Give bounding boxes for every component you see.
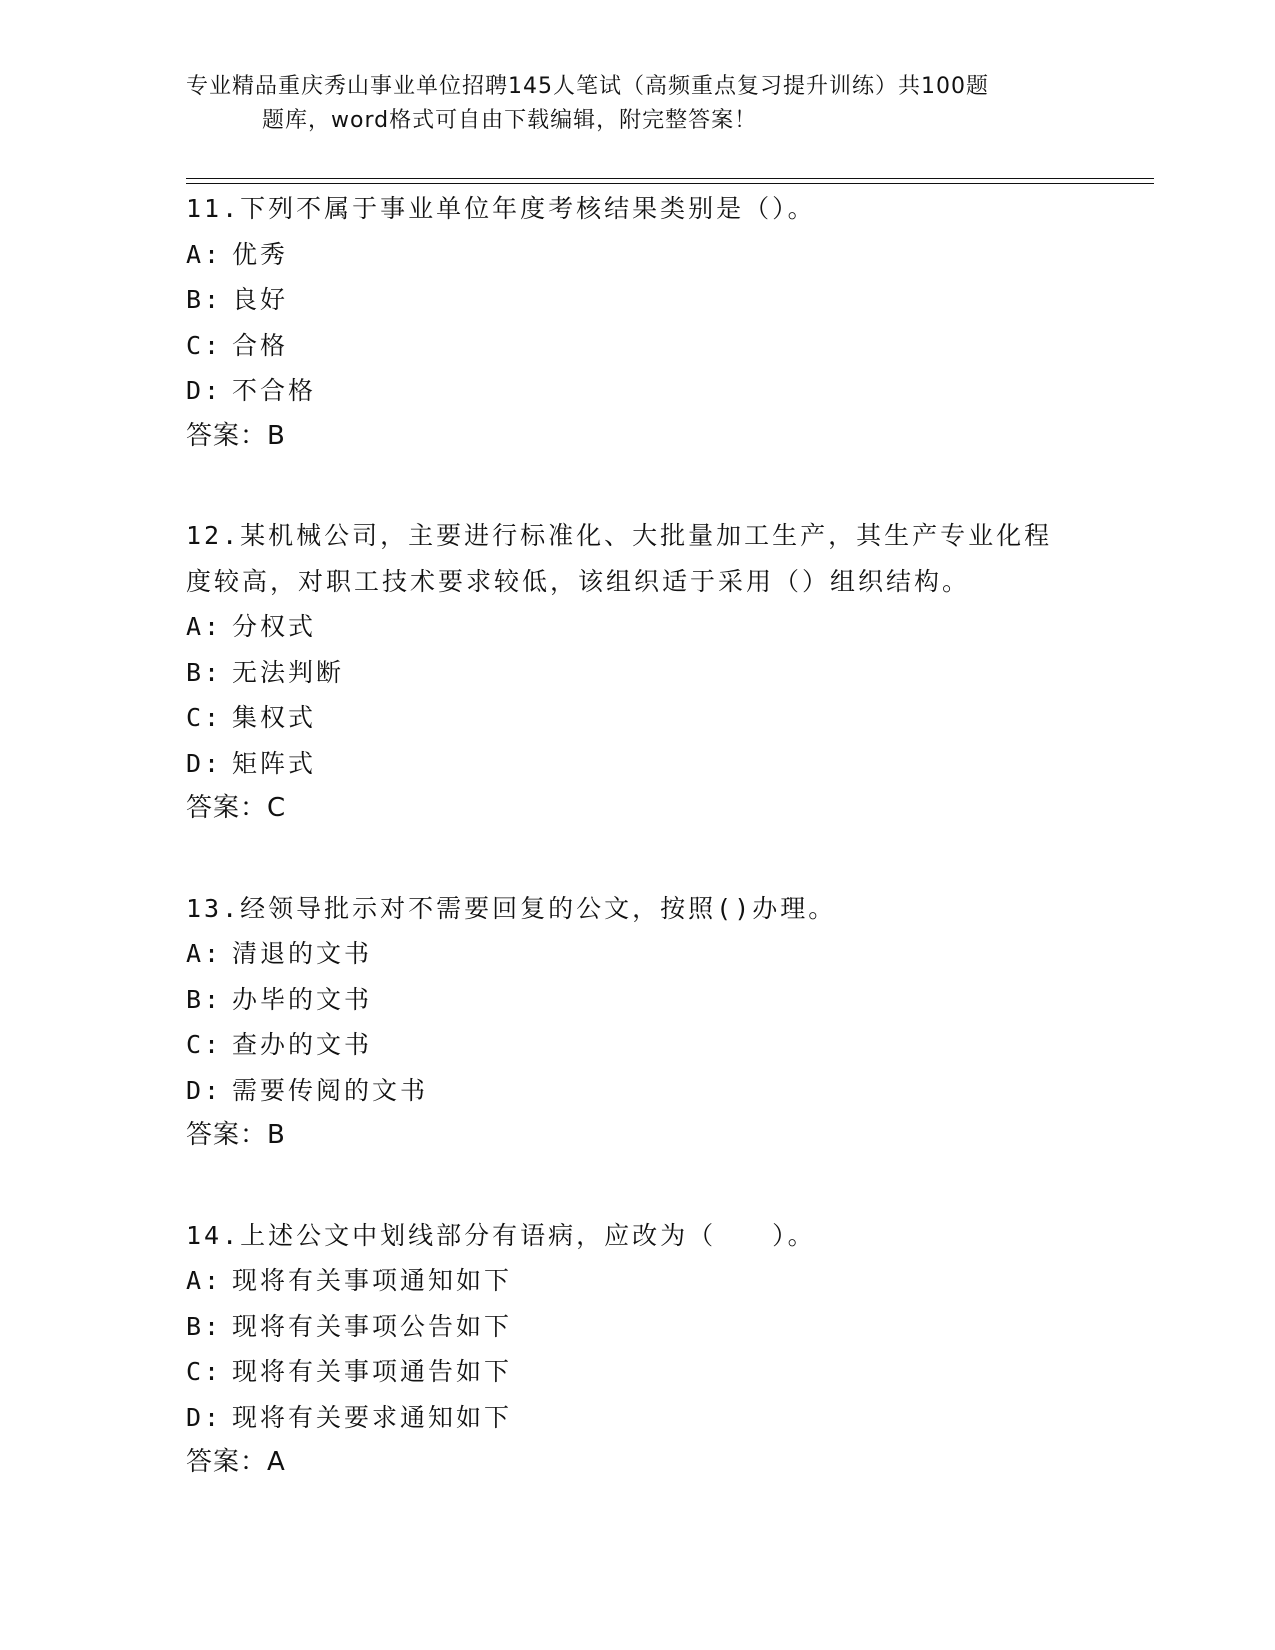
option-text: 分权式: [232, 612, 317, 641]
option-a: [186, 232, 1086, 278]
header-divider-top: [186, 178, 1154, 179]
option-key: D:: [186, 1075, 223, 1105]
question-12: [186, 513, 1086, 832]
option-key: A:: [186, 239, 223, 269]
option-key: D:: [186, 1402, 223, 1432]
question-13: [186, 886, 1086, 1159]
option-key: A:: [186, 939, 223, 968]
option-key: C:: [186, 703, 223, 732]
option-d: [186, 1068, 1086, 1114]
option-c: [186, 323, 1086, 369]
answer: 答案：B: [186, 1120, 286, 1150]
option-key: D:: [186, 376, 223, 405]
question-list: [186, 186, 1086, 1540]
option-d: [186, 741, 1086, 787]
option-text: 现将有关事项通告如下: [232, 1357, 513, 1386]
option-key: A:: [186, 612, 223, 641]
option-key: A:: [186, 1266, 223, 1295]
answer: 答案：C: [186, 793, 287, 823]
option-text: 集权式: [232, 703, 317, 732]
option-key: C:: [186, 330, 223, 360]
question-stem: 12.某机械公司，主要进行标准化、大批量加工生产，其生产专业化程: [186, 521, 1053, 550]
option-key: C:: [186, 1357, 223, 1386]
option-text: 办毕的文书: [232, 984, 373, 1014]
question-11: [186, 186, 1086, 459]
option-a: [186, 1258, 1086, 1304]
option-c: [186, 1349, 1086, 1395]
option-text: 合格: [232, 330, 289, 360]
option-key: C:: [186, 1030, 223, 1059]
option-key: B:: [186, 1311, 223, 1341]
question-stem: 11.下列不属于事业单位年度考核结果类别是（）。: [186, 194, 816, 223]
header-divider-bottom: [186, 183, 1154, 184]
document-header: [186, 70, 1086, 138]
option-b: [186, 977, 1086, 1023]
question-stem: 14.上述公文中划线部分有语病，应改为（ ）。: [186, 1220, 816, 1250]
option-key: B:: [186, 285, 223, 314]
option-text: 现将有关事项公告如下: [232, 1311, 513, 1341]
option-a: [186, 604, 1086, 650]
option-text: 需要传阅的文书: [232, 1075, 429, 1105]
option-text: 查办的文书: [232, 1030, 373, 1059]
option-text: 矩阵式: [232, 748, 317, 778]
header-line-2: 题库，word格式可自由下载编辑，附完整答案！: [262, 108, 758, 133]
question-stem: 13.经领导批示对不需要回复的公文，按照()办理。: [186, 893, 837, 923]
question-stem-continued: 度较高，对职工技术要求较低，该组织适于采用（）组织结构。: [186, 566, 971, 596]
option-c: [186, 695, 1086, 741]
option-text: 现将有关要求通知如下: [232, 1402, 513, 1432]
option-b: [186, 277, 1086, 323]
option-text: 优秀: [232, 239, 289, 269]
option-c: [186, 1022, 1086, 1068]
answer: 答案：A: [186, 1447, 286, 1477]
option-a: [186, 931, 1086, 977]
option-text: 清退的文书: [232, 939, 373, 968]
option-text: 良好: [232, 285, 289, 314]
option-d: [186, 1395, 1086, 1441]
answer: 答案：B: [186, 420, 286, 451]
option-text: 现将有关事项通知如下: [232, 1266, 513, 1295]
option-d: [186, 368, 1086, 414]
option-text: 无法判断: [232, 657, 345, 687]
option-b: [186, 650, 1086, 696]
option-key: B:: [186, 984, 223, 1014]
question-14: [186, 1213, 1086, 1486]
option-b: [186, 1304, 1086, 1350]
option-key: B:: [186, 657, 223, 687]
option-key: D:: [186, 748, 223, 778]
header-line-1: 专业精品重庆秀山事业单位招聘145人笔试（高频重点复习提升训练）共100题: [186, 74, 989, 99]
option-text: 不合格: [232, 376, 317, 405]
